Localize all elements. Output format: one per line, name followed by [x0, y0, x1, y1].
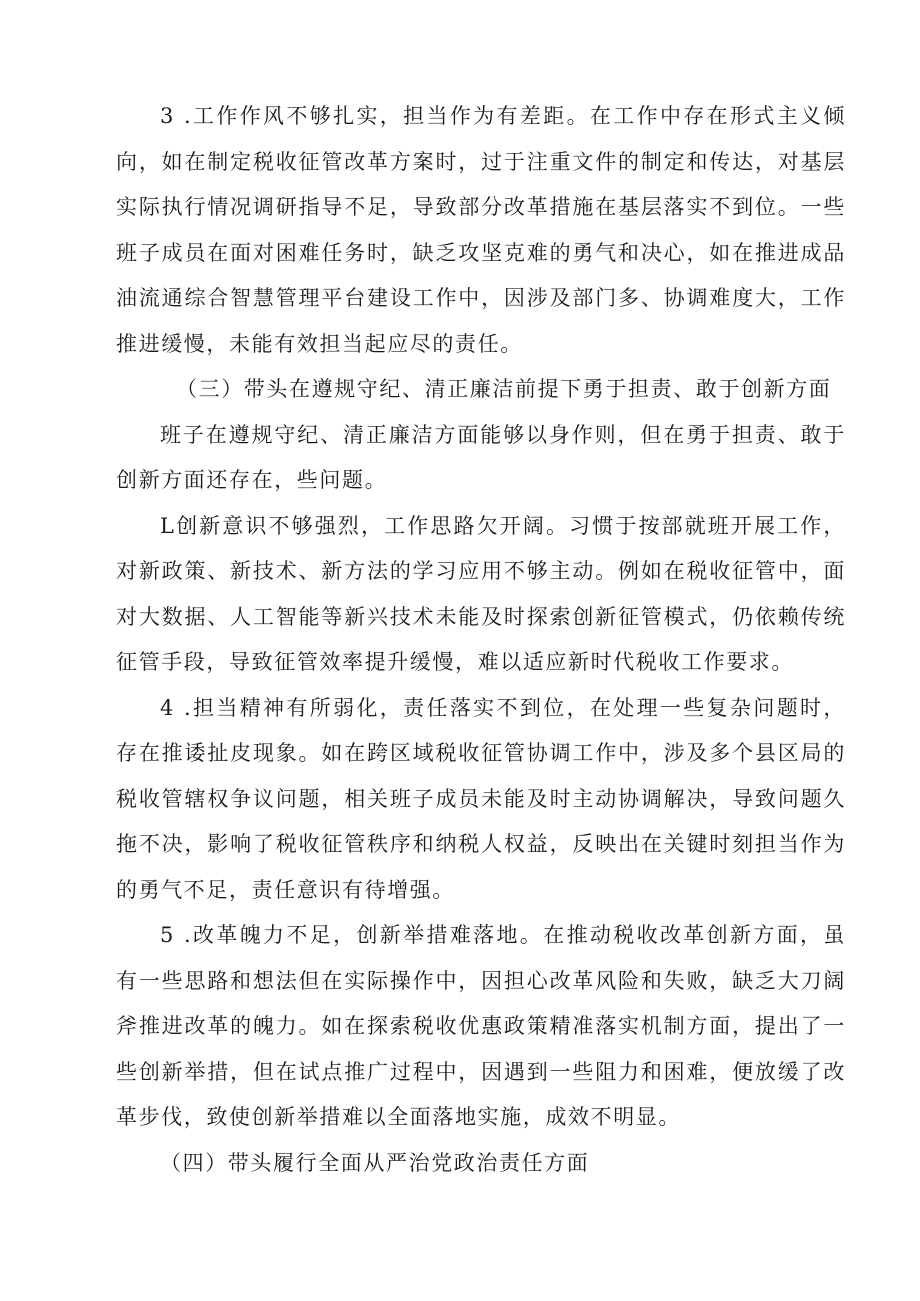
paragraph-item-3: 3 .工作作风不够扎实，担当作为有差距。在工作中存在形式主义倾向，如在制定税收征管改革方案时，过于注重文件的制定和传达，对基层实际执行情况调研指导不足，导致部分改革措施在基层落实不到位。一些班子成员在面对困难任务时，缺乏攻坚克难的勇气和决心，如在推进成品油流通综合智慧管理平台建设工作中，因涉及部门多、协调难度大，工作推进缓慢，未能有效担当起应尽的责任。 [116, 104, 846, 356]
section-intro-paragraph: 班子在遵规守纪、清正廉洁方面能够以身作则，但在勇于担责、敢于创新方面还存在，些问题。 [116, 422, 846, 492]
section-heading-3: （三）带头在遵规守纪、清正廉洁前提下勇于担责、敢于创新方面 [176, 377, 832, 401]
document-page [116, 94, 846, 1186]
paragraph-item-1: L创新意识不够强烈，工作思路欠开阔。习惯于按部就班开展工作，对新政策、新技术、新方法的学习应用不够主动。例如在税收征管中，面对大数据、人工智能等新兴技术未能及时探索创新征管模式，仍依赖传统征管手段，导致征管效率提升缓慢，难以适应新时代税收工作要求。 [116, 513, 846, 674]
paragraph-item-5: 5 .改革魄力不足，创新举措难落地。在推动税收改革创新方面，虽有一些思路和想法但在实际操作中，因担心改革风险和失败，缺乏大刀阔斧推进改革的魄力。如在探索税收优惠政策精准落实机制方面，提出了一些创新举措，但在试点推广过程中，因遇到一些阻力和困难，便放缓了改革步伐，致使创新举措难以全面落地实施，成效不明显。 [116, 923, 846, 1129]
section-heading-4: （四）带头履行全面从严治党政治责任方面 [160, 1150, 590, 1175]
paragraph-item-4: 4 .担当精神有所弱化，责任落实不到位，在处理一些复杂问题时，存在推诿扯皮现象。如在跨区域税收征管协调工作中，涉及多个县区局的税收管辖权争议问题，相关班子成员未能及时主动协调解决，导致问题久拖不决，影响了税收征管秩序和纳税人权益，反映出在关键时刻担当作为的勇气不足，责任意识有待增强。 [116, 695, 846, 902]
